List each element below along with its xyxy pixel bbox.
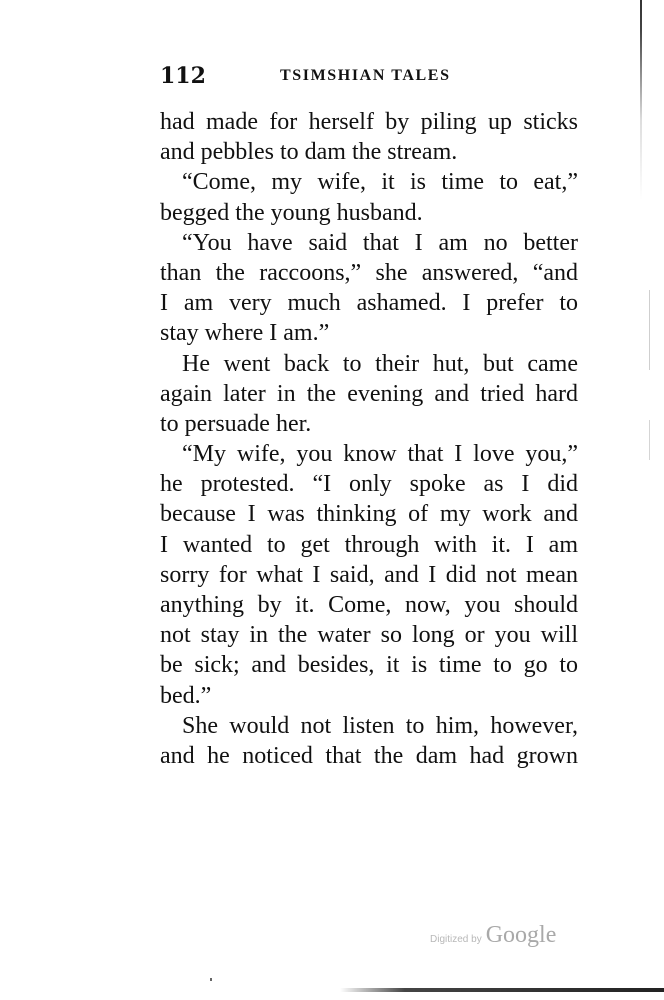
text-line: not stay in the water so long or you will xyxy=(160,622,578,649)
text-line: “My wife, you know that I love you,” xyxy=(182,441,578,468)
text-line: He went back to their hut, but came xyxy=(182,350,578,377)
text-line: anything by it. Come, now, you should xyxy=(160,592,578,618)
page-edge-mark xyxy=(649,290,650,370)
google-logo: Google xyxy=(485,922,557,948)
text-line: begged the young husband. xyxy=(160,199,423,226)
ink-speck xyxy=(210,978,212,981)
text-line: stay where I am.” xyxy=(160,320,330,347)
text-line: because I was thinking of my work and xyxy=(160,501,578,528)
text-line: I am very much ashamed. I prefer to xyxy=(160,290,578,317)
watermark-prefix: Digitized by xyxy=(430,934,482,945)
text-line: I wanted to get through with it. I am xyxy=(160,531,578,558)
text-line: She would not listen to him, however, xyxy=(182,712,578,739)
text-line: “Come, my wife, it is time to eat,” xyxy=(182,169,578,196)
text-line: “You have said that I am no better xyxy=(182,229,578,256)
google-watermark xyxy=(430,922,556,958)
text-line: be sick; and besides, it is time to go to xyxy=(160,652,578,679)
text-line: to persuade her. xyxy=(160,410,312,437)
body-text xyxy=(160,107,578,771)
text-line: bed.” xyxy=(160,682,212,709)
text-line: he protested. “I only spoke as I did xyxy=(160,471,578,498)
text-line: than the raccoons,” she answered, “and xyxy=(160,259,578,286)
page-number: 112 xyxy=(160,63,206,89)
text-line: had made for herself by piling up sticks xyxy=(160,109,578,135)
page-edge-shadow xyxy=(640,0,642,1000)
text-line: and pebbles to dam the stream. xyxy=(160,139,458,166)
text-line: again later in the evening and tried hard xyxy=(160,380,578,407)
page-header xyxy=(160,60,578,92)
text-line: and he noticed that the dam had grown xyxy=(160,742,578,769)
running-title: TSIMSHIAN TALES xyxy=(280,67,451,84)
text-line: sorry for what I said, and I did not mean xyxy=(160,561,578,588)
page-edge-mark xyxy=(649,420,650,460)
bottom-scan-edge xyxy=(340,988,664,992)
